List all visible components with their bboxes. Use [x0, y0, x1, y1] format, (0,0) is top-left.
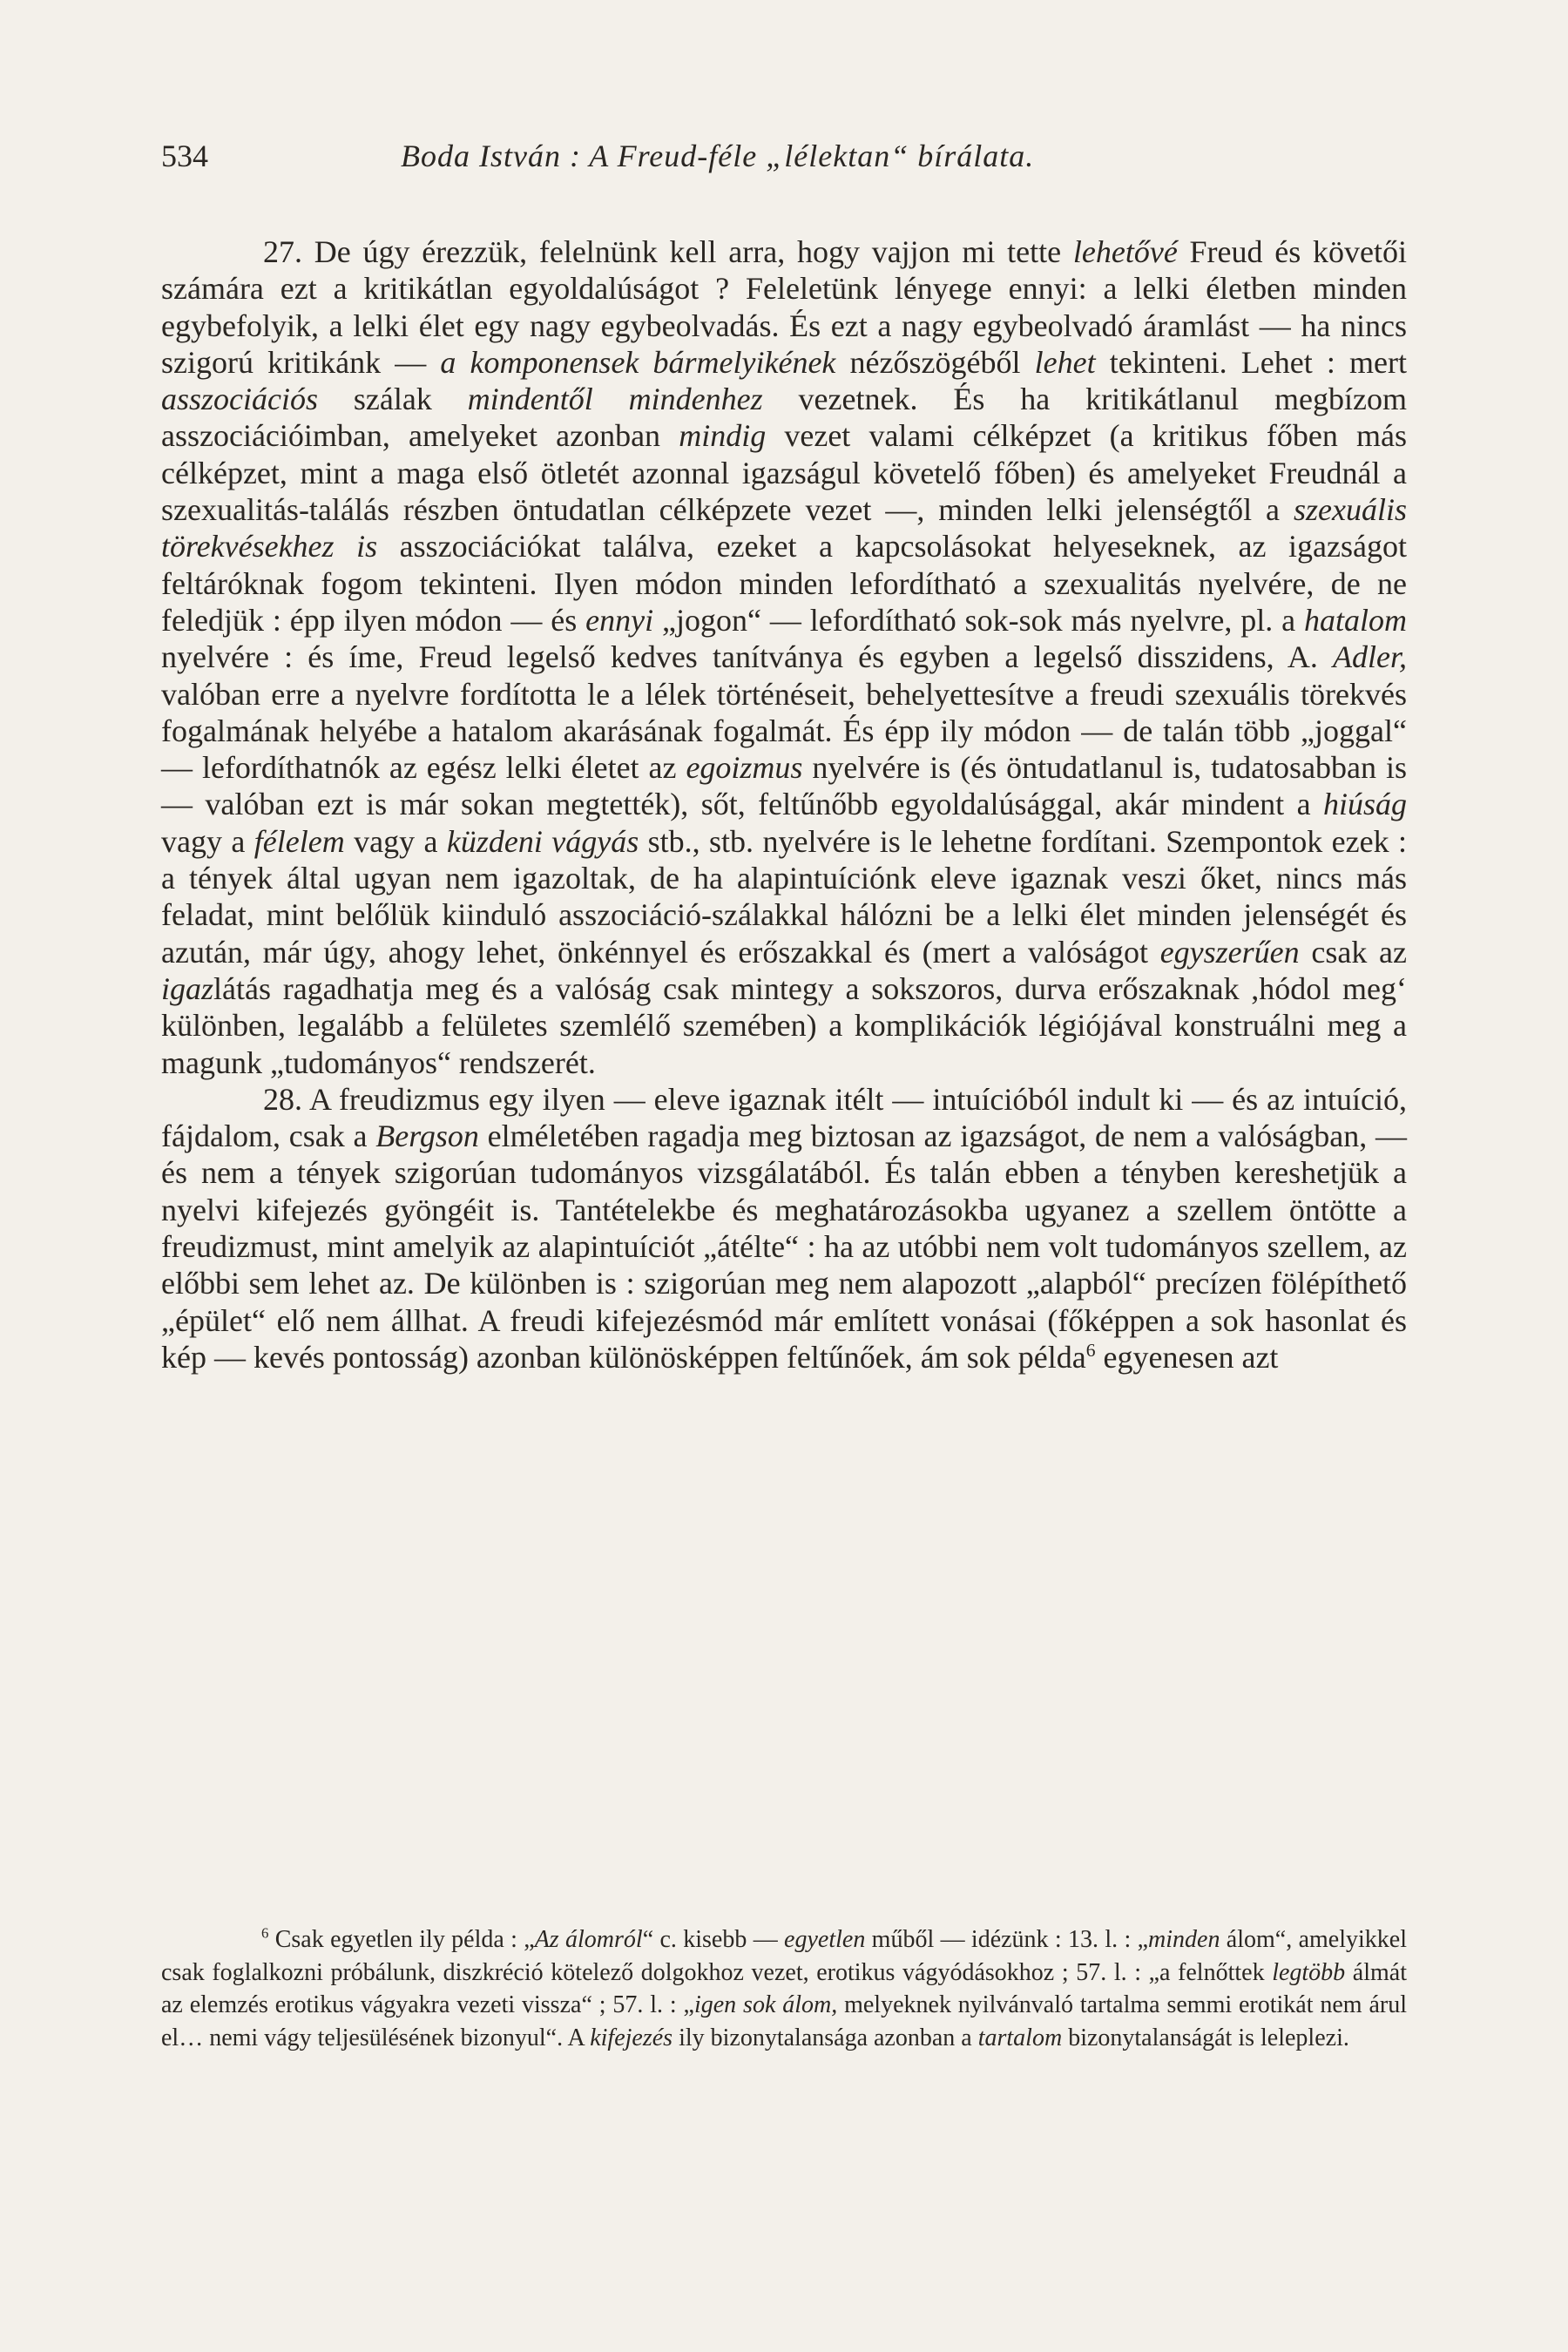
italic-text: tartalom [977, 2024, 1063, 2051]
text-run: nyelvére : és íme, Freud legelső kedves tanítványa és egyben a legelső disszidens, A. [161, 639, 1333, 675]
paragraph-27 [161, 233, 1407, 1081]
italic-text: hiúság [1322, 787, 1407, 822]
page-number: 534 [161, 139, 208, 173]
text-run: vagy a [161, 823, 254, 859]
italic-text: kifejezés [590, 2024, 673, 2051]
italic-text: Az álomról [534, 1926, 643, 1953]
text-run: tekinteni. Lehet : mert [1095, 344, 1407, 380]
italic-text: igaz [161, 970, 214, 1006]
text-run: álom“, amelyikkel csak foglalkozni próbálunk, diszkréció kötelező dolgokhoz vezet, erotikus vágyódásokhoz ; 57. l. : „a felnőttek [161, 1926, 1407, 1986]
italic-text: minden [1148, 1926, 1220, 1953]
text-run: stb., stb. nyelvére is le lehetne fordítani. Szempontok ezek : a tények által ugyan nem igazoltak, de ha alapintuíciónk eleve igaznak veszi őket, nincs más feladat, mint belőlük kiinduló asszociáció-szálakkal hálózni be a lelki élet minden jelenségét és azután, már úgy, ahogy lehet, önkénnyel és erőszakkal és (mert a valóságot [161, 823, 1407, 970]
footnote-marker: 6 [261, 1924, 269, 1942]
page-header [161, 138, 1407, 181]
italic-text: lehet [1034, 344, 1096, 380]
text-run: csak az [1299, 934, 1407, 970]
italic-text: félelem [253, 823, 345, 859]
text-run: szálak [318, 382, 468, 417]
text-run: álmát az elemzés erotikus vágyakra vezeti vissza“ ; 57. l. : „ [161, 1958, 1407, 2018]
footnotes [161, 1923, 1407, 2054]
italic-text: egyetlen [784, 1926, 866, 1953]
italic-text: hatalom [1303, 602, 1407, 638]
text-run: „jogon“ — lefordítható sok-sok más nyelvre, pl. a [653, 602, 1304, 638]
italic-text: egoizmus [686, 750, 803, 786]
italic-text: legtöbb [1272, 1958, 1346, 1986]
text-run: műből — idézünk : 13. l. : „ [865, 1926, 1149, 1953]
text-run: “ c. kisebb — [642, 1926, 785, 1953]
italic-text: Adler, [1333, 639, 1407, 675]
text-run: asszociációkat találva, ezeket a kapcsolásokat helyeseknek, az igazságot feltáróknak fogom tekinteni. Ilyen módon minden lefordítható a szexualitás nyelvére, de ne feledjük : épp ilyen módon — és [161, 529, 1407, 638]
text-run: valóban erre a nyelvre fordította le a lélek történéseit, behelyettesítve a freudi szexuális törekvés fogalmának helyébe a hatalom akarásának fogalmát. És épp ily módon — de talán több „joggal“ — lefordíthatnók az egész lelki életet az [161, 676, 1407, 786]
italic-text: igen sok álom, [693, 1991, 838, 2018]
italic-text: egyszerűen [1159, 934, 1300, 970]
text-run: 27. De úgy érezzük, felelnünk kell arra, hogy vajjon mi tette [263, 234, 1073, 269]
paragraph-28 [161, 1081, 1407, 1375]
italic-text: asszociációs [161, 382, 318, 417]
text-run: vezetnek. És ha kritikátlanul megbízom asszociációimban, amelyeket azonban [161, 382, 1407, 454]
text-run: Csak egyetlen ily példa : „ [268, 1926, 535, 1953]
text-run: bizonytalanságát is leleplezi. [1062, 2024, 1349, 2051]
text-run: vagy a [344, 823, 447, 859]
text-run: vezet valami célképzet (a kritikus főben más célképzet, mint a maga első ötletét azonnal igazságul követelő főben) és amelyeket Freudnál a szexualitás-találás részben öntudatlan célképzete vezet —, minden lelki jelenségtől a [161, 418, 1407, 528]
italic-text: mindig [679, 418, 767, 454]
italic-text: a komponensek bármelyikének [440, 344, 836, 380]
footnote-6 [161, 1923, 1407, 2054]
text-run: 28. A freudizmus egy ilyen — eleve igaznak itélt — intuícióból indult ki — és az intuíció, fájdalom, csak a [161, 1081, 1407, 1154]
italic-text: Bergson [375, 1119, 479, 1154]
text-run: nézőszögéből [835, 344, 1035, 380]
text-run: elméletében ragadja meg biztosan az igazságot, de nem a valóságban, — és nem a tények szigorúan tudományos vizsgálatából. És talán ebben a tényben kereshetjük a nyelvi kifejezés gyöngéit is. Tantételekbe és meghatározásokba ugyanez a szellem öntötte a freudizmust, mint amelyik az alapintuíciót „átélte“ : ha az utóbbi nem volt tudományos szellem, az előbbi sem lehet az. De különben is : szigorúan meg nem alapozott „alapból“ precízen fölépíthető „épület“ elő nem állhat. A freudi kifejezésmód már említett vonásai (főképpen a sok hasonlat és kép — kevés pontosság) azonban különösképpen feltűnőek, ám sok példa [161, 1119, 1407, 1375]
text-run: nyelvére is (és öntudatlanul is, tudatosabban is — valóban ezt is már sokan megtették), sőt, feltűnőbb egyoldalúsággal, akár mindent a [161, 750, 1407, 822]
text-run: melyeknek nyilvánvaló tartalma semmi erotikát nem árul el… nemi vágy teljesülésének bizonyul“. A [161, 1991, 1407, 2051]
text-run: Freud és követői számára ezt a kritikátlan egyoldalúságot ? Feleletünk lényege ennyi: a lelki életben minden egybefolyik, a lelki élet egy nagy egybeolvadás. És ezt a nagy egybeolvadó áramlást — ha nincs szigorú kritikánk — [161, 234, 1407, 380]
italic-text: ennyi [585, 602, 654, 638]
italic-text: lehetővé [1072, 234, 1178, 269]
running-head: Boda István : A Freud-féle „lélektan“ bírálata. [401, 139, 1035, 173]
footnote-marker: 6 [1085, 1339, 1096, 1361]
text-run: látás ragadhatja meg és a valóság csak mintegy a sokszoros, durva erőszaknak ,hódol meg‘ különben, legalább a felületes szemlélő szemében) a komplikációk légiójával konstruálni meg a magunk „tudományos“ rendszerét. [161, 970, 1407, 1080]
italic-text: szexuális törekvésekhez is [161, 492, 1407, 564]
body-text [161, 233, 1407, 1375]
text-run: egyenesen azt [1095, 1339, 1279, 1375]
italic-text: mindentől mindenhez [467, 382, 763, 417]
italic-text: küzdeni vágyás [446, 823, 639, 859]
text-run: ily bizonytalansága azonban a [672, 2024, 978, 2051]
